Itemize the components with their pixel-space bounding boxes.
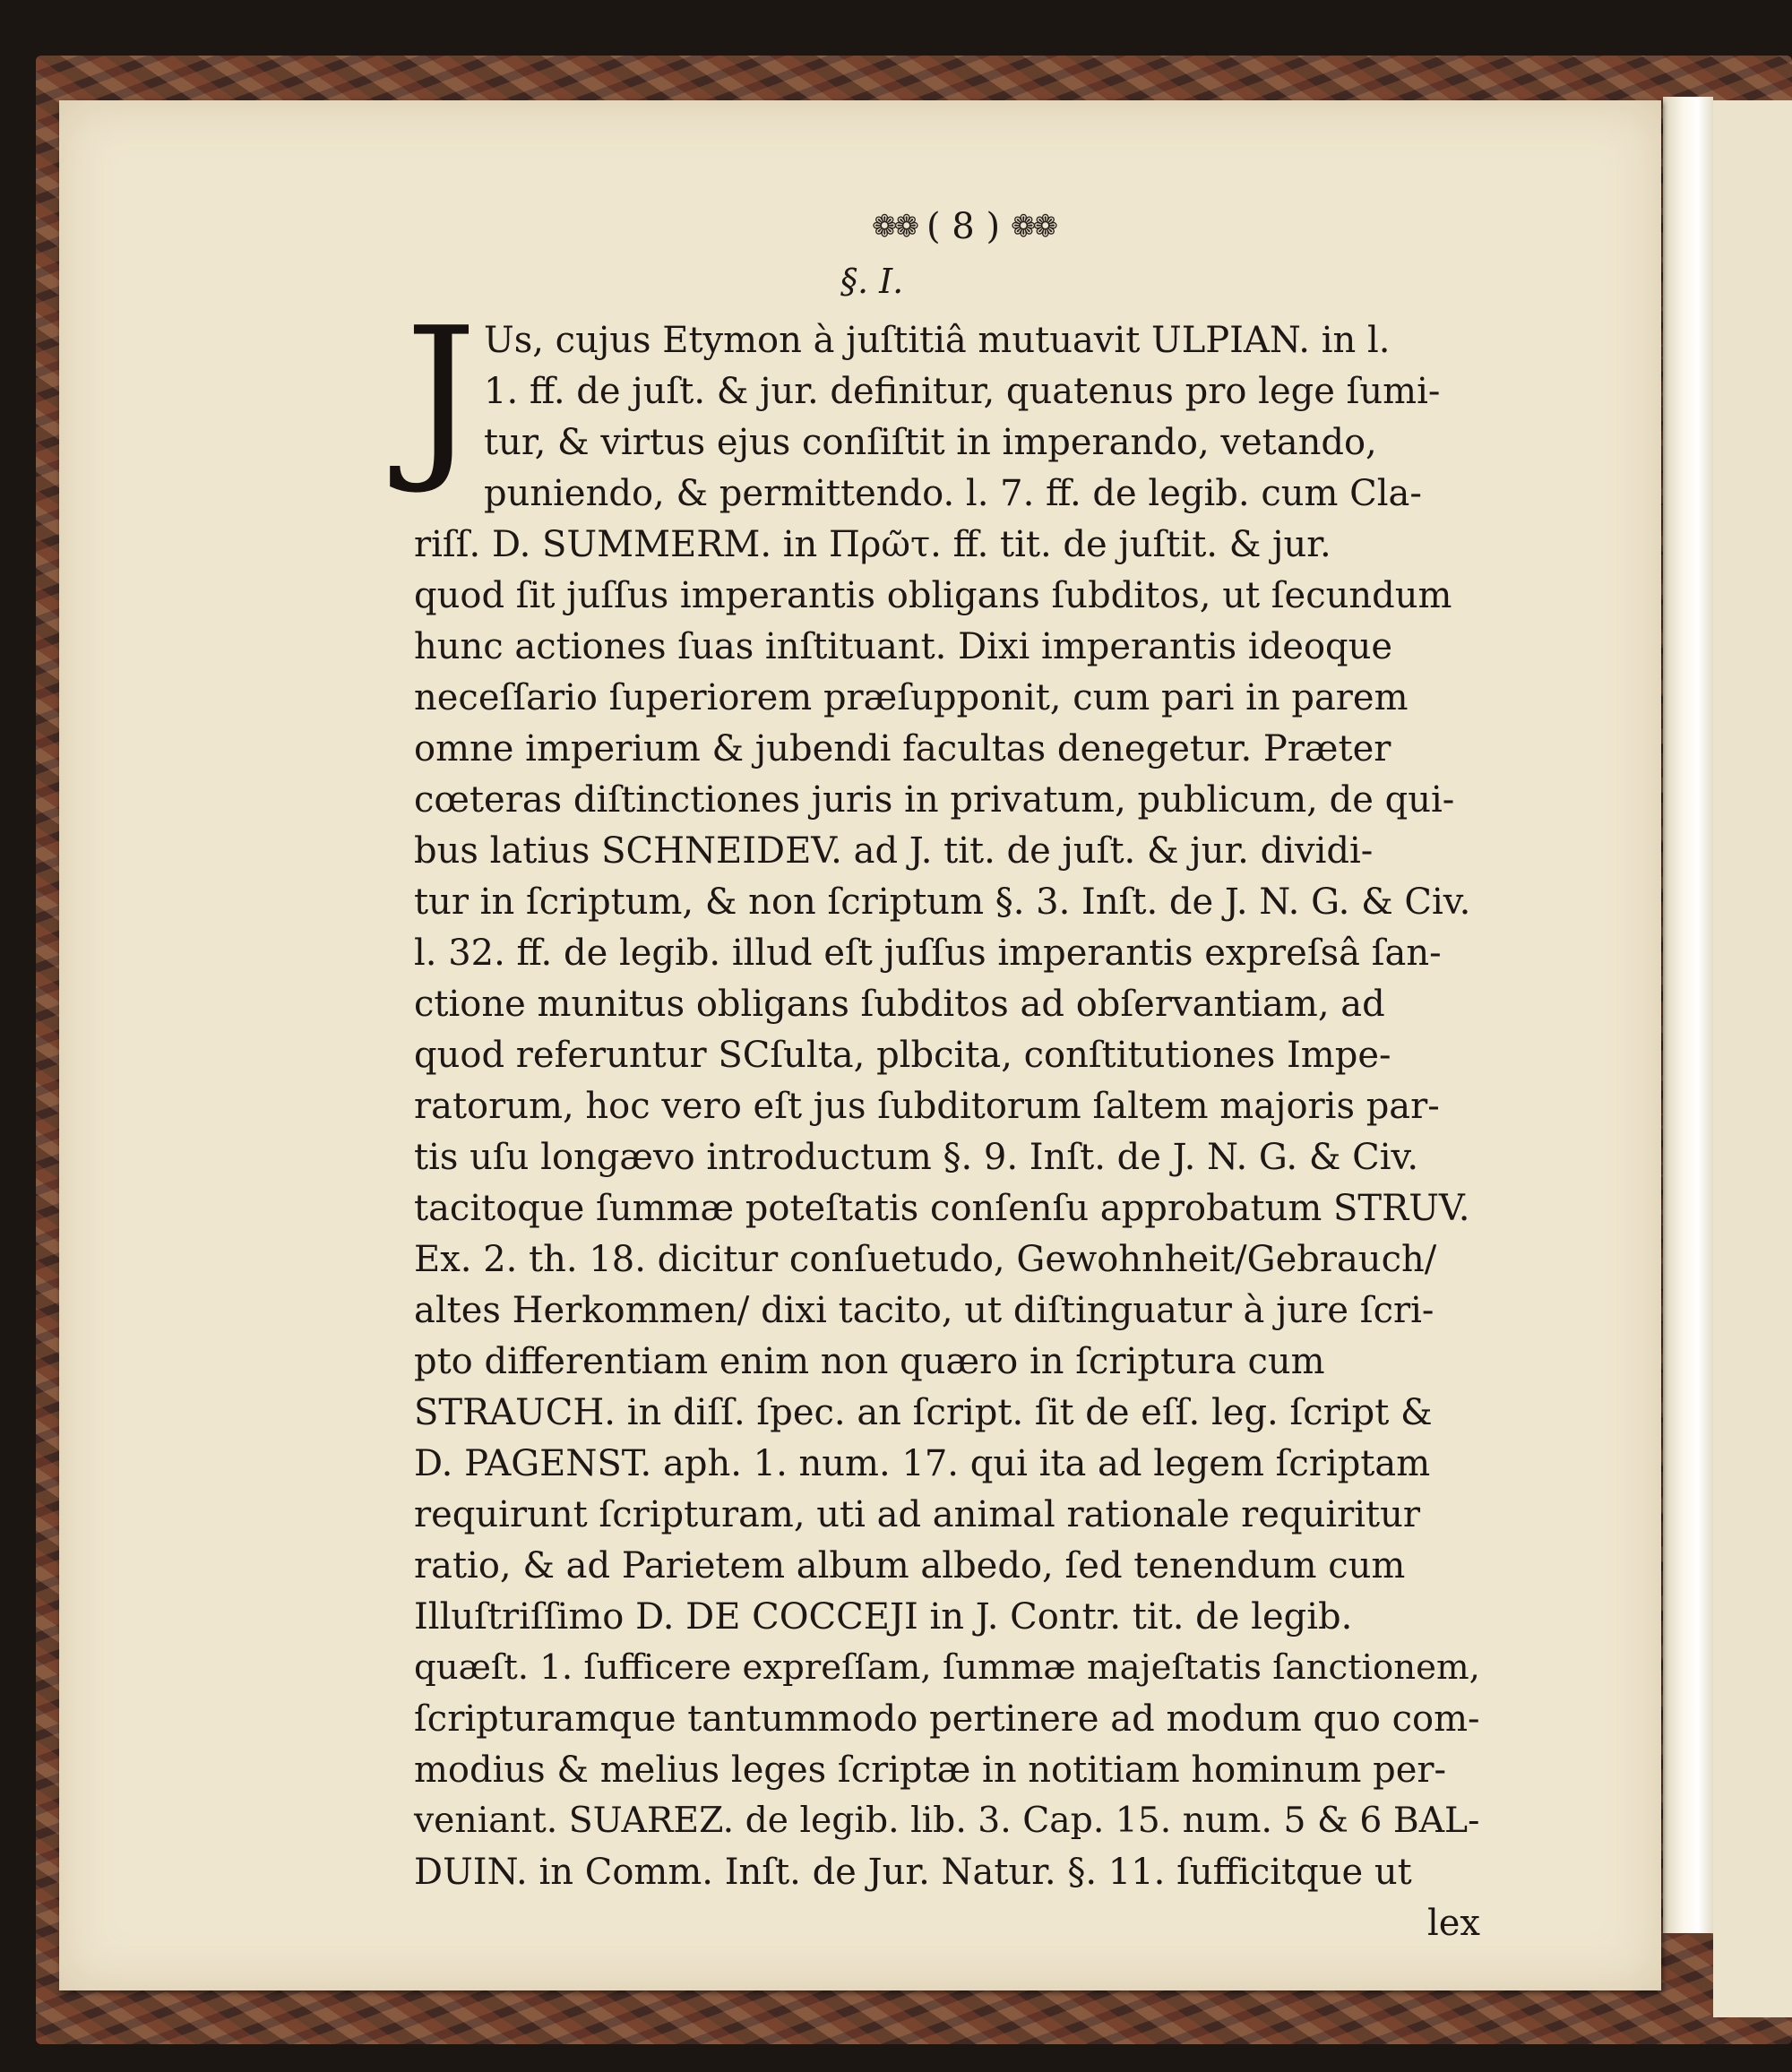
text-line: tur in ſcriptum, & non ſcriptum §. 3. Inſt. de J. N. G. & Civ. (414, 881, 1471, 923)
text-line: tur, & virtus ejus conſiſtit in imperando, vetando, (484, 422, 1377, 463)
text-line: tacitoque ſummæ poteſtatis conſenſu approbatum STRUV. (414, 1188, 1470, 1229)
text-line: DUIN. in Comm. Inſt. de Jur. Natur. §. 11. ſufficitque ut (414, 1852, 1412, 1893)
text-line: ctione munitus obligans ſubditos ad obſervantiam, ad (414, 984, 1385, 1025)
text-line: ratorum, hoc vero eſt jus ſubditorum ſaltem majoris par- (414, 1086, 1440, 1127)
text-line: Illuſtriſſimo D. DE COCCEJI in J. Contr. tit. de legib. (414, 1596, 1353, 1638)
text-line: neceſſario ſuperiorem præſupponit, cum pari in parem (414, 677, 1409, 718)
ornament-right-icon: ❁❁ (1011, 209, 1055, 245)
text-line: riſſ. D. SUMMERM. in Πρῶτ. ff. tit. de juſtit. & jur. (414, 524, 1331, 565)
text-line: l. 32. ff. de legib. illud eſt juſſus imperantis expreſsâ ſan- (414, 933, 1442, 974)
text-line: ratio, & ad Parietem album albedo, ſed tenendum cum (414, 1545, 1406, 1586)
text-line: requirunt ſcripturam, uti ad animal rationale requiritur (414, 1494, 1421, 1535)
page-number: ( 8 ) (926, 206, 1001, 247)
text-line: omne imperium & jubendi facultas denegetur. Præter (414, 728, 1391, 769)
text-line: 1. ff. de juſt. & jur. definitur, quatenus pro lege ſumi- (484, 371, 1441, 412)
text-line: ſcripturamque tantummodo pertinere ad modum quo com- (414, 1698, 1480, 1740)
text-line: tis uſu longævo introductum §. 9. Inſt. de J. N. G. & Civ. (414, 1137, 1419, 1178)
text-line: D. PAGENST. aph. 1. num. 17. qui ita ad legem ſcriptam (414, 1443, 1431, 1484)
text-line: hunc actiones ſuas inſtituant. Dixi imperantis ideoque (414, 626, 1393, 667)
drop-cap: J (405, 289, 478, 498)
text-line: pto differentiam enim non quæro in ſcriptura cum (414, 1341, 1325, 1382)
text-line: bus latius SCHNEIDEV. ad J. tit. de juſt. & jur. dividi- (414, 830, 1374, 872)
text-line: quæſt. 1. ſufficere expreſſam, ſummæ majeſtatis ſanctionem, (414, 1647, 1480, 1688)
text-line: quod referuntur SCſulta, plbcita, conſtitutiones Impe- (414, 1035, 1391, 1076)
text-line: Us, cujus Etymon à juſtitiâ mutuavit ULPIAN. in l. (484, 320, 1391, 361)
text-line: quod ſit juſſus imperantis obligans ſubditos, ut ſecundum (414, 575, 1452, 616)
text-line: altes Herkommen/ dixi tacito, ut diſtinguatur à jure ſcri- (414, 1290, 1434, 1331)
catchword: lex (1426, 1903, 1480, 1944)
text-line: puniendo, & permittendo. l. 7. ff. de legib. cum Cla- (484, 473, 1422, 514)
text-line: veniant. SUAREZ. de legib. lib. 3. Cap. 15. num. 5 & 6 BAL- (414, 1801, 1480, 1841)
page-fore-edge (1663, 97, 1713, 1933)
text-line: cœteras diſtinctiones juris in privatum, publicum, de qui- (414, 779, 1455, 821)
text-line: STRAUCH. in diſſ. ſpec. an ſcript. ſit de eſſ. leg. ſcript & (414, 1392, 1433, 1433)
facing-page-edge (1713, 100, 1792, 2017)
text-line: Ex. 2. th. 18. dicitur conſuetudo, Gewohnheit/Gebrauch/ (414, 1239, 1437, 1280)
ornament-left-icon: ❁❁ (871, 209, 916, 245)
text-line: modius & melius leges ſcriptæ in notitiam hominum per- (414, 1750, 1447, 1791)
section-mark: §. I. (840, 262, 904, 301)
running-head (838, 204, 1089, 249)
